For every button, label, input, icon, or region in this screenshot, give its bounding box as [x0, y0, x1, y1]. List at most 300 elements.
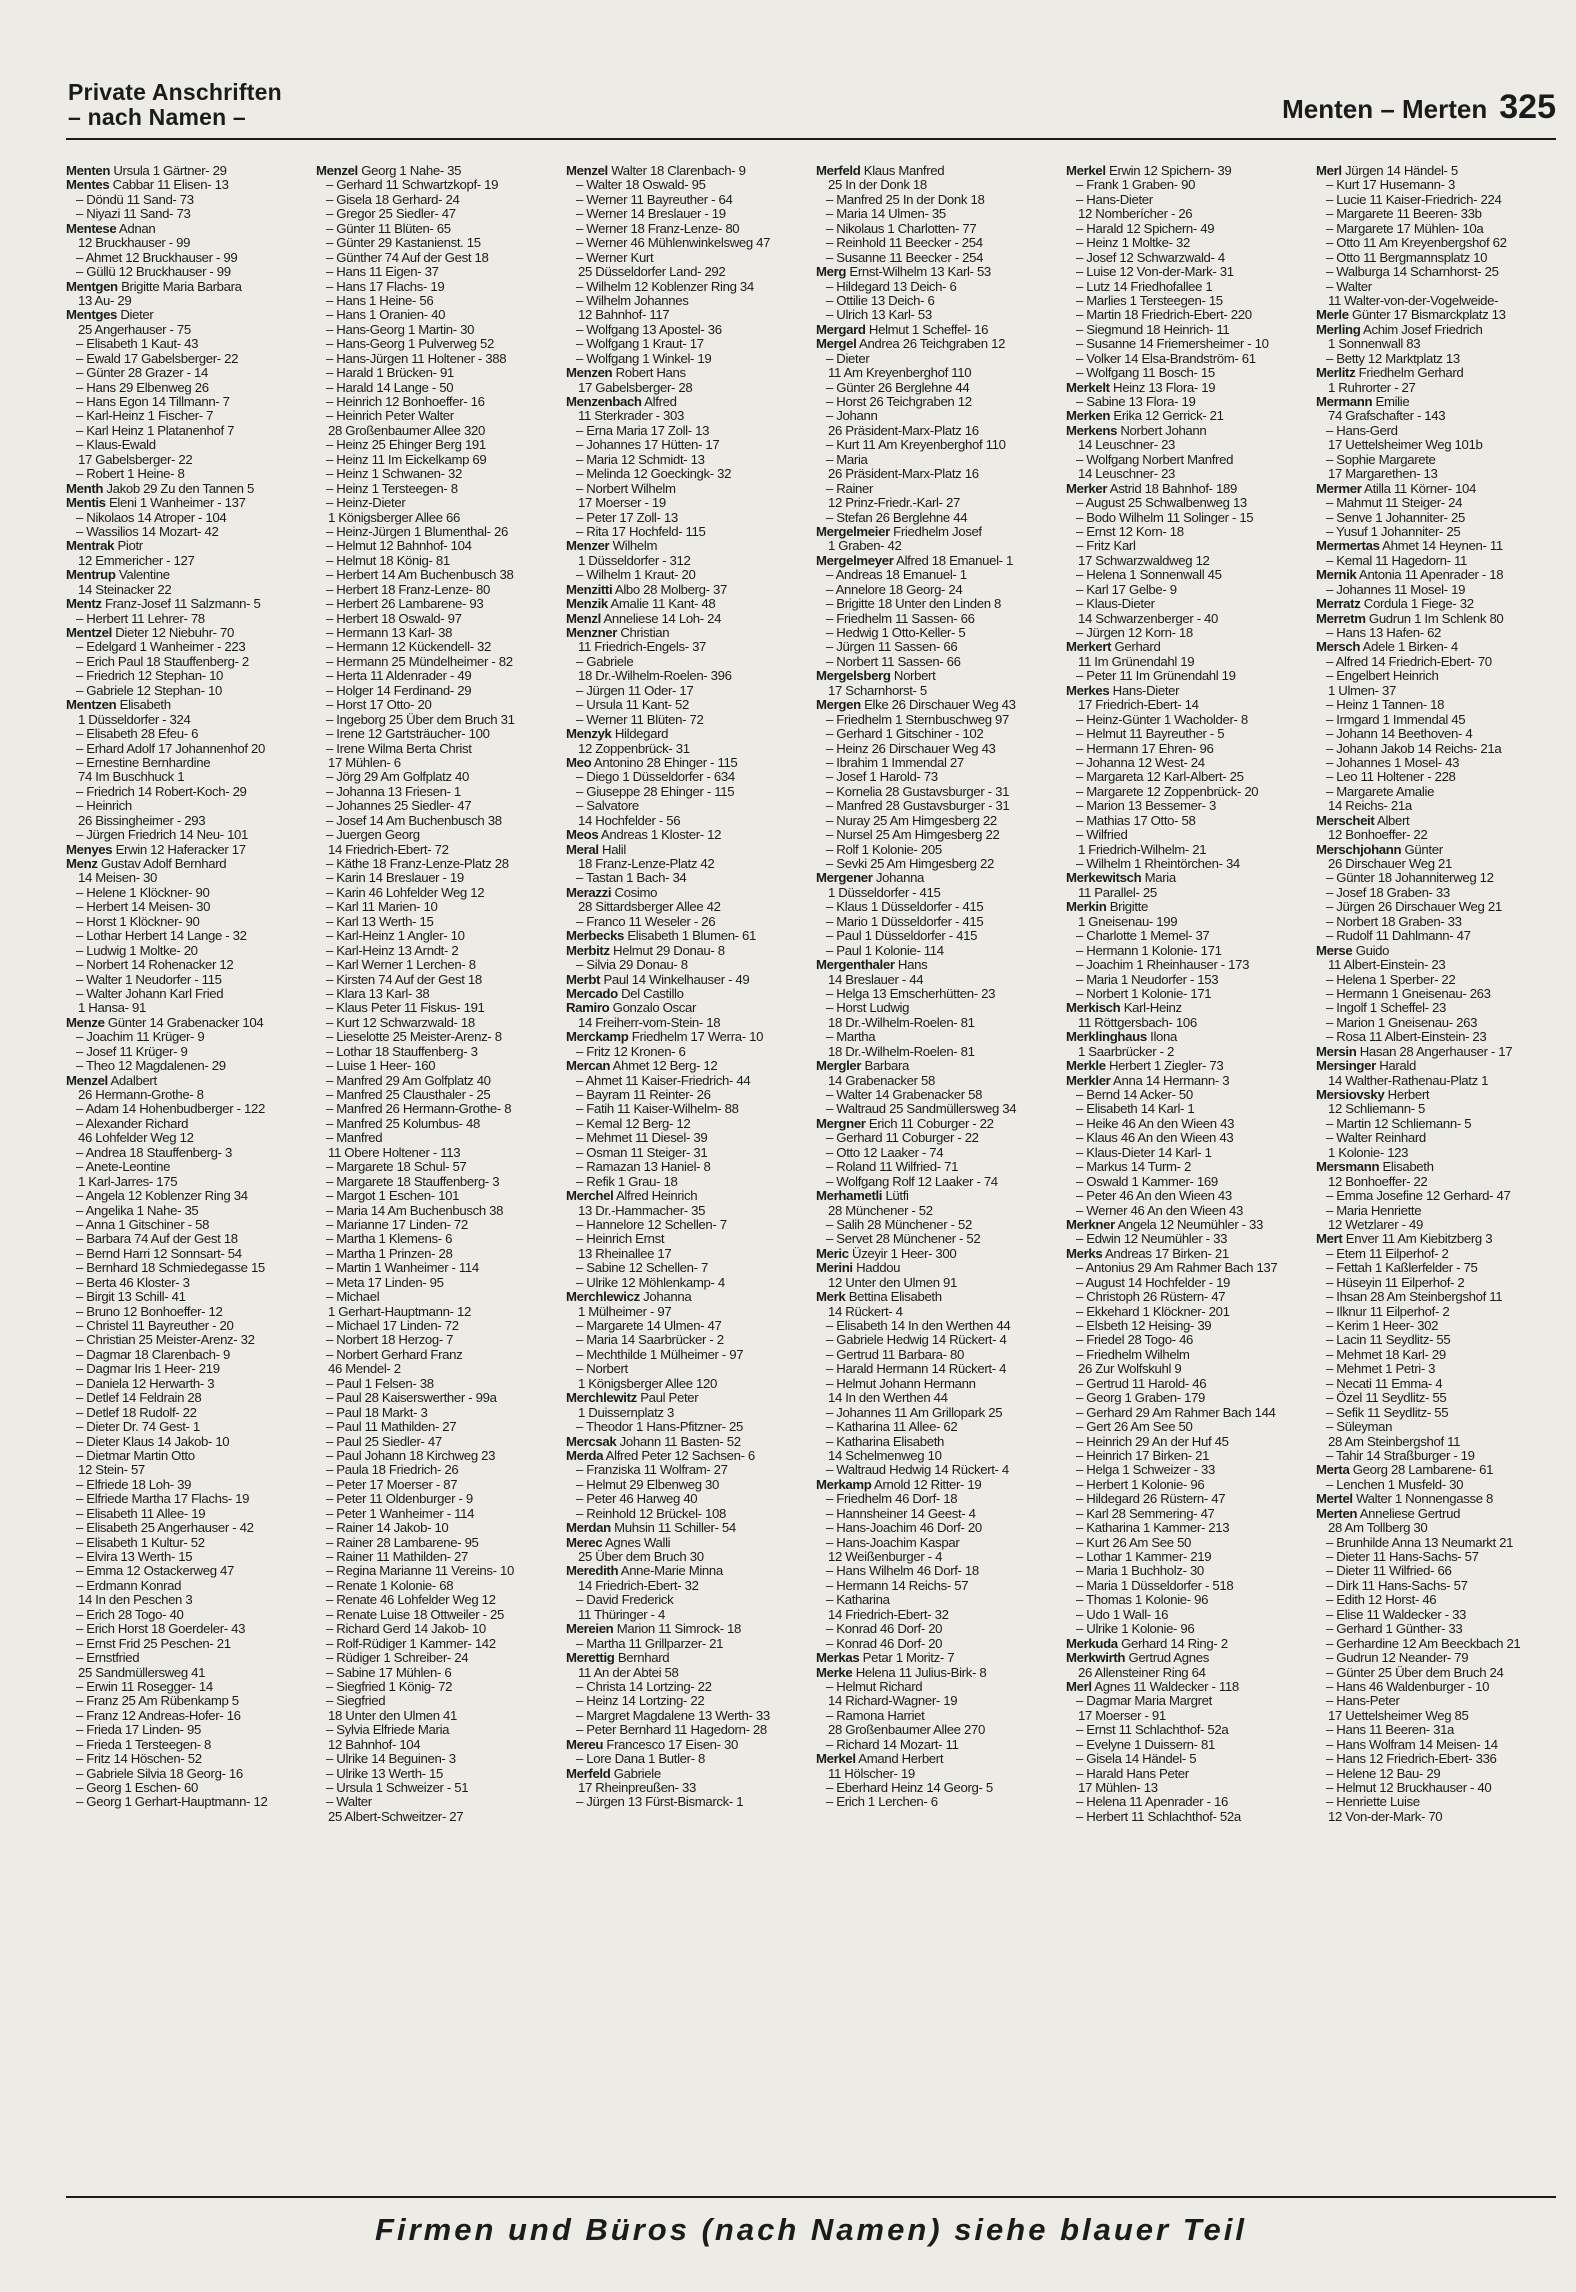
listing-column-4 [816, 164, 1060, 2186]
listing-entry: – Rosa 11 Albert-Einstein- 23 [1326, 1030, 1487, 1045]
listing-entry: – Paul 25 Siedler- 47 [326, 1434, 442, 1449]
listing-entry: – Josef 11 Krüger- 9 [76, 1044, 188, 1059]
listing-entry: – Edith 12 Horst- 46 [1326, 1593, 1437, 1608]
listing-entry: – Ilknur 11 Eilperhof- 2 [1326, 1304, 1450, 1319]
listing-entry: Merckamp Friedhelm 17 Werra- 10 [566, 1030, 764, 1045]
listing-entry: – Johannes 25 Siedler- 47 [326, 799, 472, 814]
listing-entry: Menz Gustav Adolf Bernhard [66, 857, 227, 871]
listing-entry: – Martha [826, 1030, 876, 1045]
listing-entry: Merchlewitz Paul Peter [566, 1391, 699, 1406]
listing-entry: – Heinz-Jürgen 1 Blumenthal- 26 [326, 524, 508, 539]
listing-entry: – Peter 17 Moerser - 87 [326, 1477, 458, 1492]
listing-entry: 11 Am Kreyenberghof 110 [828, 366, 972, 381]
surname: Mentzen [66, 698, 117, 713]
listing-entry: – Rolf 1 Kolonie- 205 [826, 842, 942, 857]
listing-entry: – Werner 46 Mühlenwinkelsweg 47 [576, 236, 771, 251]
surname: Mercan [566, 1059, 611, 1074]
listing-entry: – Thomas 1 Kolonie- 96 [1076, 1593, 1209, 1608]
listing-entry: – Margareta 12 Karl-Albert- 25 [1076, 770, 1244, 785]
listing-entry: – Johannes 11 Am Grillopark 25 [826, 1405, 1003, 1420]
listing-entry: – Waltraud Hedwig 14 Rückert- 4 [826, 1463, 1009, 1478]
section-heading [68, 80, 468, 130]
listing-entry: Merkes Hans-Dieter [1066, 683, 1180, 698]
listing-entry: – Edelgard 1 Wanheimer - 223 [76, 640, 246, 655]
section-subtitle: – nach Namen – [68, 104, 246, 130]
listing-entry: 1 Graben- 42 [828, 539, 902, 554]
surname: Ramiro [566, 1001, 610, 1016]
listing-column-6 [1316, 164, 1560, 2186]
listing-entry: – Hermann 25 Mündelheimer - 82 [326, 654, 513, 669]
listing-entry: – Werner 11 Blüten- 72 [576, 712, 704, 727]
listing-entry: Mergard Helmut 1 Scheffel- 16 [816, 322, 989, 337]
listing-entry: – Lieselotte 25 Meister-Arenz- 8 [326, 1030, 502, 1045]
surname: Menzer [566, 539, 610, 554]
listing-entry: Merklinghaus Ilona [1066, 1030, 1177, 1045]
listing-entry: – Melinda 12 Goeckingk- 32 [576, 467, 732, 482]
listing-entry: – Klaus 46 An den Wieen 43 [1076, 1131, 1234, 1146]
listing-entry: – Irmgard 1 Immendal 45 [1326, 712, 1466, 727]
listing-entry: 13 Au- 29 [78, 293, 132, 308]
listing-entry: 11 Thüringer - 4 [578, 1607, 666, 1622]
surname: Mersmann [1316, 1160, 1380, 1175]
listing-entry: – Margarete 18 Schul- 57 [326, 1160, 467, 1175]
listing-entry: 26 Bissingheimer - 293 [78, 813, 206, 828]
listing-entry: – August 14 Hochfelder - 19 [1076, 1275, 1231, 1290]
listing-entry: – Hans Wilhelm 46 Dorf- 18 [826, 1564, 979, 1579]
listing-entry: Merlitz Friedhelm Gerhard [1316, 366, 1464, 381]
listing-entry: – Helmut Johann Hermann [826, 1376, 976, 1391]
listing-entry: – Bernd Harri 12 Sonnsart- 54 [76, 1246, 242, 1261]
surname: Mergelmeyer [816, 553, 894, 568]
listing-entry: 17 Scharnhorst- 5 [828, 683, 927, 698]
listing-entry: – Joachim 11 Krüger- 9 [76, 1030, 205, 1045]
listing-entry: – Eberhard Heinz 14 Georg- 5 [826, 1781, 993, 1795]
listing-entry: – Anete-Leontine [76, 1160, 171, 1175]
listing-entry: – Erna Maria 17 Zoll- 13 [576, 423, 710, 438]
listing-entry: – Franco 11 Weseler - 26 [576, 914, 716, 929]
surname: Merfeld [816, 164, 861, 178]
listing-entry: – Lenchen 1 Musfeld- 30 [1326, 1477, 1464, 1492]
listing-entry: – Rainer 14 Jakob- 10 [326, 1521, 449, 1536]
listing-entry: – Martha 11 Grillparzer- 21 [576, 1636, 724, 1651]
listing-entry: – Paul Johann 18 Kirchweg 23 [326, 1448, 496, 1463]
listing-entry: 1 Ruhrorter - 27 [1328, 380, 1416, 395]
surname: Meos [566, 828, 599, 843]
surname: Merker [1066, 481, 1108, 496]
listing-entry: – Gabriele 12 Stephan- 10 [76, 683, 222, 698]
listing-entry: – Karl Werner 1 Lerchen- 8 [326, 958, 476, 973]
listing-entry: – Norbert 18 Graben- 33 [1326, 914, 1462, 929]
listing-entry: – Katharina 1 Kammer- 213 [1076, 1521, 1230, 1536]
listing-entry: Merkner Angela 12 Neumühler - 33 [1066, 1217, 1263, 1232]
listing-entry: – Alexander Richard [76, 1116, 189, 1131]
listing-entry: – Josef 18 Graben- 33 [1326, 885, 1450, 900]
listing-entry: 12 Bonhoeffer- 22 [1328, 1174, 1428, 1189]
listing-entry: Merkuda Gerhard 14 Ring- 2 [1066, 1636, 1228, 1651]
listing-entry: – Günter 11 Blüten- 65 [326, 221, 451, 236]
listing-entry: 74 Grafschafter - 143 [1328, 409, 1446, 424]
page-number: 325 [1499, 88, 1556, 126]
listing-entry: Merkin Brigitte [1066, 900, 1148, 915]
surname: Menz [66, 857, 98, 871]
listing-entry: – Maria 12 Schmidt- 13 [576, 452, 705, 467]
surname: Merkelt [1066, 380, 1110, 395]
listing-entry: – Wolfgang 1 Kraut- 17 [576, 337, 704, 352]
listing-entry: Mergen Elke 26 Dirschauer Weg 43 [816, 698, 1016, 713]
listing-entry: – Helmut 29 Elbenweg 30 [576, 1477, 719, 1492]
listing-entry: – Mario 1 Düsseldorfer - 415 [826, 914, 984, 929]
listing-entry: – Günter 25 Über dem Bruch 24 [1326, 1665, 1504, 1680]
listing-entry: – Heinrich 29 An der Huf 45 [1076, 1434, 1229, 1449]
listing-entry: – Hans Wolfram 14 Meisen- 14 [1326, 1737, 1498, 1752]
surname: Mentges [66, 308, 118, 323]
listing-entry: – Lothar 1 Kammer- 219 [1076, 1550, 1212, 1564]
listing-entry: – Kemal 12 Berg- 12 [576, 1116, 691, 1131]
listing-entry: – Wolfgang 1 Winkel- 19 [576, 351, 712, 366]
listing-entry: – Friedel 28 Togo- 46 [1076, 1333, 1194, 1348]
listing-entry: Merkelt Heinz 13 Flora- 19 [1066, 380, 1216, 395]
listing-entry: – Franz 25 Am Rübenkamp 5 [76, 1694, 239, 1709]
listing-entry: – Norbert 1 Kolonie- 171 [1076, 986, 1212, 1001]
surname: Mergelsberg [816, 669, 891, 684]
listing-entry: Menzenbach Alfred [566, 395, 677, 409]
listing-entry: – Siegfried 1 König- 72 [326, 1679, 453, 1694]
listing-entry: – Richard Gerd 14 Jakob- 10 [326, 1622, 486, 1637]
listing-entry: – Lutz 14 Friedhofallee 1 [1076, 279, 1213, 294]
listing-entry: 14 Schwarzenberger - 40 [1078, 611, 1219, 626]
listing-entry: – Siegfried [326, 1694, 386, 1709]
listing-entry: – Senve 1 Johanniter- 25 [1326, 510, 1465, 525]
listing-entry: Merfeld Gabriele [566, 1766, 661, 1781]
listing-entry: – Jürgen 11 Sassen- 66 [826, 640, 958, 655]
listing-column-2 [316, 164, 560, 2186]
listing-entry: – Dagmar 18 Clarenbach- 9 [76, 1347, 230, 1362]
listing-entry: – Hermann 1 Gneisenau- 263 [1326, 986, 1491, 1001]
listing-entry: 12 Prinz-Friedr.-Karl- 27 [828, 496, 960, 511]
listing-entry: – Volker 14 Elsa-Brandström- 61 [1076, 351, 1256, 366]
listing-entry: Mentes Cabbar 11 Elisen- 13 [66, 178, 229, 193]
listing-entry: – Yusuf 1 Johanniter- 25 [1326, 524, 1461, 539]
listing-entry: 14 Schelmenweg 10 [828, 1448, 942, 1463]
listing-entry: – Erich 1 Lerchen- 6 [826, 1795, 938, 1810]
listing-entry: – Elsbeth 12 Heising- 39 [1076, 1319, 1212, 1333]
listing-entry: – Anna 1 Gitschiner - 58 [76, 1217, 210, 1232]
surname: Merkner [1066, 1217, 1115, 1232]
surname: Merling [1316, 322, 1361, 337]
surname: Mertel [1316, 1492, 1353, 1507]
listing-entry: – Jürgen 13 Fürst-Bismarck- 1 [576, 1795, 744, 1810]
surname: Merken [1066, 409, 1111, 424]
listing-entry: 12 Nomberícher - 26 [1078, 207, 1193, 222]
listing-entry: 28 Sittardsberger Allee 42 [578, 900, 721, 915]
listing-entry: – Salih 28 Münchener - 52 [826, 1217, 972, 1232]
listing-entry: – Adam 14 Hohenbudberger - 122 [76, 1102, 265, 1117]
listing-entry: Mergelmeier Friedhelm Josef [816, 524, 982, 539]
listing-entry: – Karl 28 Semmering- 47 [1076, 1506, 1215, 1521]
listing-entry: Menyes Erwin 12 Haferacker 17 [66, 842, 246, 857]
listing-entry: – Klara 13 Karl- 38 [326, 986, 430, 1001]
listing-entry: – Harald 1 Brücken- 91 [326, 366, 454, 381]
listing-entry: 28 Münchener - 52 [828, 1203, 933, 1218]
listing-entry: – Frank 1 Graben- 90 [1076, 178, 1196, 193]
surname: Merl [1066, 1679, 1092, 1694]
listing-entry: – Hans-Jürgen 11 Holtener - 388 [326, 351, 507, 366]
listing-entry: – Hans 46 Waldenburger - 10 [1326, 1679, 1490, 1694]
listing-entry: – Heinz 1 Tannen- 18 [1326, 698, 1445, 713]
listing-entry: – Heinrich 17 Birken- 21 [1076, 1448, 1210, 1463]
listing-entry: 14 In den Peschen 3 [78, 1593, 193, 1608]
listing-entry: – Walter 1 Neudorfer - 115 [76, 972, 222, 987]
listing-entry: Merkewitsch Maria [1066, 871, 1176, 886]
listing-entry: – Heinz 25 Ehinger Berg 191 [326, 438, 486, 453]
listing-entry: – Martha 1 Klemens- 6 [326, 1232, 453, 1247]
listing-entry: – Paula 18 Friedrich- 26 [326, 1463, 459, 1478]
listing-entry: – Leo 11 Holtener - 228 [1326, 770, 1456, 785]
listing-entry: Mergel Andrea 26 Teichgraben 12 [816, 337, 1006, 352]
listing-entry: – Juergen Georg [326, 828, 420, 843]
listing-entry: – Friedhelm 46 Dorf- 18 [826, 1492, 958, 1507]
listing-entry: – Marion 13 Bessemer- 3 [1076, 799, 1217, 814]
listing-entry: – Horst 1 Klöckner- 90 [76, 914, 200, 929]
listing-entry: 14 Walther-Rathenau-Platz 1 [1328, 1073, 1489, 1088]
listing-entry: – Gertrud 11 Barbara- 80 [826, 1347, 964, 1362]
listing-entry: – Waltraud 25 Sandmüllersweg 34 [826, 1102, 1017, 1117]
listing-entry: – Paul 1 Felsen- 38 [326, 1376, 434, 1391]
listing-entry: – Hermann 12 Kückendell- 32 [326, 640, 492, 655]
listing-entry: – Nikolaos 14 Atroper - 104 [76, 510, 227, 525]
surname: Menyes [66, 842, 113, 857]
listing-entry: 28 Großenbaumer Allee 320 [328, 423, 485, 438]
listing-entry: – Ernstfried [76, 1651, 140, 1666]
listing-entry: – Christian 25 Meister-Arenz- 32 [76, 1333, 255, 1348]
listing-entry: 18 Unter den Ulmen 41 [328, 1708, 458, 1723]
listing-entry: Mentrup Valentine [66, 568, 170, 583]
listing-entry: – Hans-Joachim Kaspar [826, 1535, 960, 1550]
listing-entry: – Manfred 26 Hermann-Grothe- 8 [326, 1102, 512, 1117]
listing-entry: – Kurt 26 Am See 50 [1076, 1535, 1192, 1550]
listing-entry: – Andreas 18 Emanuel- 1 [826, 568, 967, 583]
listing-entry: – Heinz 11 Im Eickelkamp 69 [326, 452, 487, 467]
listing-entry: Mentzel Dieter 12 Niebuhr- 70 [66, 626, 234, 640]
listing-entry: – Kornelia 28 Gustavsburger - 31 [826, 784, 1010, 799]
listing-entry: Merazzi Cosimo [566, 885, 658, 900]
listing-entry: – Friedhelm 1 Sternbuschweg 97 [826, 712, 1010, 727]
listing-entry: – Elisabeth 25 Angerhauser - 42 [76, 1521, 254, 1536]
surname: Merkamp [816, 1477, 872, 1492]
listing-entry: 14 Friedrich-Ebert- 32 [828, 1607, 949, 1622]
listing-entry: – Margot 1 Eschen- 101 [326, 1189, 460, 1204]
listing-entry: – Wilhelm 1 Kraut- 20 [576, 568, 696, 583]
listing-entry: – Norbert [576, 1362, 628, 1377]
listing-entry: Merbt Paul 14 Winkelhauser - 49 [566, 972, 750, 987]
listing-entry: – Rainer 28 Lambarene- 95 [326, 1535, 479, 1550]
listing-entry: – Ramazan 13 Haniel- 8 [576, 1160, 711, 1175]
listing-entry: 11 Hölscher- 19 [828, 1766, 915, 1781]
listing-entry: – Lothar 18 Stauffenberg- 3 [326, 1044, 478, 1059]
listing-entry: – Hans 17 Flachs- 19 [326, 279, 445, 294]
surname: Mentzel [66, 626, 112, 640]
listing-entry: – Klaus-Dieter 14 Karl- 1 [1076, 1145, 1212, 1160]
listing-entry: – Mahmut 11 Steiger- 24 [1326, 496, 1463, 511]
surname: Merratz [1316, 597, 1361, 612]
listing-entry: – Fritz Karl [1076, 539, 1136, 554]
surname: Merbitz [566, 943, 610, 958]
listing-entry: Merchlewicz Johanna [566, 1290, 692, 1305]
listing-entry: Merta Georg 28 Lambarene- 61 [1316, 1463, 1494, 1478]
listing-entry: – Gabriele Hedwig 14 Rückert- 4 [826, 1333, 1007, 1348]
surname: Mernik [1316, 568, 1357, 583]
listing-entry: – Wolfgang 11 Bosch- 15 [1076, 366, 1215, 381]
listing-entry: Mereien Marion 11 Simrock- 18 [566, 1622, 742, 1637]
listing-entry: – Werner 18 Franz-Lenze- 80 [576, 221, 740, 236]
listing-entry: 1 Saarbrücker - 2 [1078, 1044, 1174, 1059]
listing-entry: Menzner Christian [566, 626, 670, 640]
listing-entry: – Peter 46 Harweg 40 [576, 1492, 698, 1507]
surname: Menzl [566, 611, 601, 626]
listing-entry: – Heinz-Günter 1 Wacholder- 8 [1076, 712, 1248, 727]
listing-entry: – Heike 46 An den Wieen 43 [1076, 1116, 1235, 1131]
listing-entry: – Richard 14 Mozart- 11 [826, 1737, 959, 1752]
listing-entry: Mereu Francesco 17 Eisen- 30 [566, 1737, 738, 1752]
listing-entry: – Norbert 11 Sassen- 66 [826, 654, 961, 669]
listing-entry: Menten Ursula 1 Gärtner- 29 [66, 164, 227, 178]
listing-entry: Menzik Amalie 11 Kant- 48 [566, 597, 716, 612]
surname: Merbt [566, 972, 601, 987]
surname: Mergenthaler [816, 958, 895, 973]
listing-entry: Mentgen Brigitte Maria Barbara [66, 279, 242, 294]
surname: Mermann [1316, 395, 1373, 409]
listing-entry: Mernik Antonia 11 Apenrader - 18 [1316, 568, 1504, 583]
listing-entry: – Elisabeth 1 Kultur- 52 [76, 1535, 205, 1550]
surname: Mentese [66, 221, 117, 236]
listing-entry: – Bodo Wilhelm 11 Solinger - 15 [1076, 510, 1254, 525]
listing-entry: 14 Friedrich-Ebert- 72 [328, 842, 449, 857]
listing-entry: – Antonius 29 Am Rahmer Bach 137 [1076, 1261, 1278, 1276]
listing-entry: – Franziska 11 Wolfram- 27 [576, 1463, 728, 1478]
listing-entry: – Otto 11 Bergmannsplatz 10 [1326, 250, 1488, 265]
listing-entry: 1 Hansa- 91 [78, 1001, 146, 1016]
listing-entry: – Walter Reinhard [1326, 1131, 1426, 1146]
listing-entry: – Michael [326, 1290, 380, 1305]
listing-entry: Mergelmeyer Alfred 18 Emanuel- 1 [816, 553, 1014, 568]
listing-entry: – Gertrud 11 Harold- 46 [1076, 1376, 1207, 1391]
listing-entry: – Helene 12 Bau- 29 [1326, 1766, 1441, 1781]
listing-entry: Merbecks Elisabeth 1 Blumen- 61 [566, 929, 757, 944]
listing-entry: – Peter 11 Oldenburger - 9 [326, 1492, 473, 1507]
listing-entry: – Udo 1 Wall- 16 [1076, 1607, 1169, 1622]
name-range: Menten – Merten [1282, 94, 1488, 124]
listing-entry: – Karl 13 Werth- 15 [326, 914, 434, 929]
listing-entry: – Sylvia Elfriede Maria [326, 1723, 450, 1738]
listing-entry: – Hedwig 1 Otto-Keller- 5 [826, 626, 966, 640]
listing-entry: – Barbara 74 Auf der Gest 18 [76, 1232, 238, 1247]
listing-entry: – Helene 1 Klöckner- 90 [76, 885, 210, 900]
listing-entry: Menzel Walter 18 Clarenbach- 9 [566, 164, 746, 178]
listing-entry: – Johann [826, 409, 878, 424]
listing-entry: – Ewald 17 Gabelsberger- 22 [76, 351, 239, 366]
listing-entry: – Nikolaus 1 Charlotten- 77 [826, 221, 977, 236]
listing-entry: – Helena 1 Sperber- 22 [1326, 972, 1456, 987]
listing-entry: – Markus 14 Turm- 2 [1076, 1160, 1192, 1175]
listing-entry: – Mehmet 18 Karl- 29 [1326, 1347, 1446, 1362]
listing-entry: 14 Leuschner- 23 [1078, 467, 1176, 482]
listing-entry: – Kurt 11 Am Kreyenberghof 110 [826, 438, 1006, 453]
listing-entry: Merk Bettina Elisabeth [816, 1290, 942, 1305]
listing-entry: – Maria 1 Neudorfer - 153 [1076, 972, 1219, 987]
listing-entry: Menzyk Hildegard [566, 727, 669, 742]
listing-entry: – Elisabeth 14 In den Werthen 44 [826, 1319, 1011, 1333]
listing-entry: – Peter 17 Zoll- 13 [576, 510, 678, 525]
listing-entry: Mergler Barbara [816, 1059, 909, 1074]
listing-entry: – Tahir 14 Straßburger - 19 [1326, 1448, 1475, 1463]
listing-entry: – Rüdiger 1 Schreiber- 24 [326, 1651, 469, 1666]
listing-entry: Merkwirth Gertrud Agnes [1066, 1651, 1209, 1666]
surname: Merk [816, 1290, 846, 1305]
listing-entry: Merschjohann Günter [1316, 842, 1443, 857]
surname: Merretm [1316, 611, 1366, 626]
listing-entry: 25 Albert-Schweitzer- 27 [328, 1809, 464, 1824]
surname: Mereien [566, 1622, 614, 1637]
listing-entry: – Walter [326, 1795, 372, 1810]
surname: Mersinger [1316, 1059, 1376, 1074]
listing-entry: – Werner Kurt [576, 250, 654, 265]
listing-entry: 14 Richard-Wagner- 19 [828, 1694, 958, 1709]
surname: Mergel [816, 337, 857, 352]
listing-entry: Merkle Herbert 1 Ziegler- 73 [1066, 1059, 1224, 1074]
listing-entry: – Gerhard 11 Coburger - 22 [826, 1131, 979, 1146]
surname: Merda [566, 1448, 604, 1463]
surname: Merkens [1066, 423, 1118, 438]
listing-entry: – Ernestine Bernhardine [76, 755, 211, 770]
listing-entry: – Edwin 12 Neumühler - 33 [1076, 1232, 1228, 1247]
listing-entry: – Helmut 12 Bahnhof- 104 [326, 539, 472, 554]
listing-entry: – Salvatore [576, 799, 639, 814]
listing-entry: – Horst 26 Teichgraben 12 [826, 395, 972, 409]
listing-entry: 18 Dr.-Wilhelm-Roelen- 81 [828, 1015, 975, 1030]
listing-entry: – Fatih 11 Kaiser-Wilhelm- 88 [576, 1102, 739, 1117]
listing-entry: – Michael 17 Linden- 72 [326, 1319, 459, 1333]
listing-entry: – Berta 46 Kloster- 3 [76, 1275, 190, 1290]
listing-entry: – Dieter Klaus 14 Jakob- 10 [76, 1434, 230, 1449]
surname: Meo [566, 755, 592, 770]
surname: Merkes [1066, 683, 1110, 698]
surname: Merfeld [566, 1766, 611, 1781]
listing-entry: Mentese Adnan [66, 221, 156, 236]
listing-entry: – Güllü 12 Bruckhauser - 99 [76, 265, 231, 280]
listing-entry: Mermer Atilla 11 Körner- 104 [1316, 481, 1477, 496]
listing-entry: Merg Ernst-Wilhelm 13 Karl- 53 [816, 265, 991, 280]
listing-entry: Merretm Gudrun 1 Im Schlenk 80 [1316, 611, 1504, 626]
listing-entry: 14 Meisen- 30 [78, 871, 158, 886]
listing-entry: 25 Angerhauser - 75 [78, 322, 191, 337]
listing-entry: – Heinrich Ernst [576, 1232, 665, 1247]
listing-entry: – Otto 11 Am Kreyenbergshof 62 [1326, 236, 1507, 251]
listing-entry: – Hans 11 Eigen- 37 [326, 265, 439, 280]
listing-entry: – Kirsten 74 Auf der Gest 18 [326, 972, 482, 987]
listing-entry: – Helena 11 Apenrader - 16 [1076, 1795, 1228, 1810]
listing-entry: 14 Hochfelder - 56 [578, 813, 681, 828]
listing-entry: 25 In der Donk 18 [828, 178, 927, 193]
surname: Mereu [566, 1737, 604, 1752]
listing-entry: – Marlies 1 Tersteegen- 15 [1076, 293, 1223, 308]
listing-entry: 12 Bahnhof- 104 [328, 1737, 421, 1752]
listing-entry: Mentges Dieter [66, 308, 154, 323]
listing-entry: – Mehmet 1 Petri- 3 [1326, 1362, 1436, 1377]
listing-entry: – Manfred 28 Gustavsburger - 31 [826, 799, 1010, 814]
listing-entry: 17 Moerser - 91 [1078, 1708, 1166, 1723]
listing-entry: – Paul 1 Düsseldorfer - 415 [826, 929, 978, 944]
listing-entry: – Giuseppe 28 Ehinger - 115 [576, 784, 735, 799]
